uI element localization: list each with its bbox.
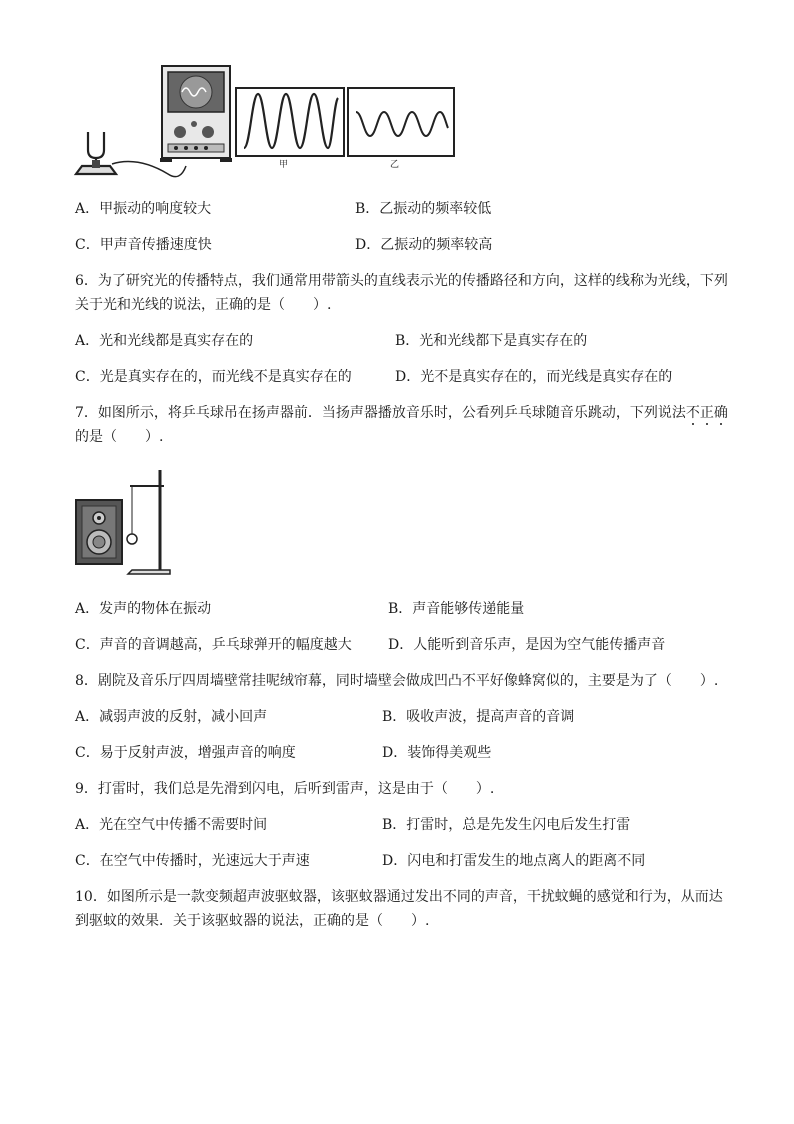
q5-option-a[interactable]: A．甲振动的响度较大	[75, 201, 212, 217]
waveform-yi-frame	[348, 88, 454, 156]
q8-option-d[interactable]: D．装饰得美观些	[382, 745, 492, 761]
speaker-pingpong-figure	[74, 466, 174, 578]
tuning-fork-icon	[76, 132, 116, 174]
q5-option-c[interactable]: C．甲声音传播速度快	[75, 237, 212, 253]
q6-stem-line1: 6．为了研究光的传播特点，我们通常用带箭头的直线表示光的传播路径和方向，这样的线称为光线，下列	[75, 273, 728, 289]
q7-stem-line1	[75, 404, 728, 422]
q8-option-a[interactable]: A．减弱声波的反射，减小回声	[75, 709, 268, 725]
emph-char-1: 不	[685, 405, 700, 421]
q7-option-d[interactable]: D．人能听到音乐声，是因为空气能传播声音	[388, 637, 666, 653]
q10-stem-line2: 到驱蚊的效果．关于该驱蚊器的说法，正确的是（ ）.	[75, 913, 430, 929]
q6-option-d[interactable]: D．光不是真实存在的，而光线是真实存在的	[395, 369, 673, 385]
emph-char-2: 正	[699, 405, 714, 421]
q8-option-b[interactable]: B．吸收声波，提高声音的音调	[382, 709, 575, 725]
q9-option-d[interactable]: D．闪电和打雷发生的地点离人的距离不同	[382, 853, 646, 869]
speaker-icon	[76, 500, 122, 564]
q7-option-c[interactable]: C．声音的音调越高，乒乓球弹开的幅度越大	[75, 637, 352, 653]
q7-stem-line2: 的是（ ）.	[75, 429, 164, 445]
q7-stem-line1-text: 7．如图所示，将乒乓球吊在扬声器前．当扬声器播放音乐时，公看列乒乓球随音乐跳动，下列说法	[75, 405, 686, 421]
q6-option-b[interactable]: B．光和光线都下是真实存在的	[395, 333, 588, 349]
q9-stem-line1: 9．打雷时，我们总是先滑到闪电，后听到雷声，这是由于（ ）.	[75, 781, 495, 797]
stand-icon	[128, 470, 170, 574]
q9-option-c[interactable]: C．在空气中传播时，光速远大于声速	[75, 853, 310, 869]
figure-label-yi: 乙	[390, 160, 400, 170]
q5-option-d[interactable]: D．乙振动的频率较高	[355, 237, 493, 253]
microphone-cable	[112, 162, 186, 177]
q5-option-b[interactable]: B．乙振动的频率较低	[355, 201, 492, 217]
q9-option-b[interactable]: B．打雷时，总是先发生闪电后发生打雷	[382, 817, 631, 833]
q10-stem-line1: 10．如图所示是一款变频超声波驱蚊器，该驱蚊器通过发出不同的声音，干扰蚊蝇的感觉和行为，从而达	[75, 889, 723, 905]
q6-option-c[interactable]: C．光是真实存在的，而光线不是真实存在的	[75, 369, 352, 385]
q6-stem-line2: 关于光和光线的说法，正确的是（ ）.	[75, 297, 332, 313]
q8-stem-line1: 8．剧院及音乐厅四周墙壁常挂呢绒帘幕，同时墙壁会做成凹凸不平好像蜂窝似的，主要是为了（ ）.	[75, 673, 719, 689]
q7-emphasis-not-correct	[686, 405, 728, 421]
q6-option-a[interactable]: A．光和光线都是真实存在的	[75, 333, 254, 349]
oscilloscope-icon	[160, 66, 232, 162]
q7-option-b[interactable]: B．声音能够传递能量	[388, 601, 525, 617]
emph-char-3: 确	[713, 405, 728, 421]
q9-option-a[interactable]: A．光在空气中传播不需要时间	[75, 817, 268, 833]
pingpong-ball-icon	[127, 534, 137, 544]
figure-label-jia: 甲	[279, 160, 289, 170]
oscilloscope-figure	[68, 62, 468, 184]
q7-option-a[interactable]: A．发声的物体在振动	[75, 601, 212, 617]
q8-option-c[interactable]: C．易于反射声波，增强声音的响度	[75, 745, 296, 761]
waveform-jia-frame	[236, 88, 344, 156]
